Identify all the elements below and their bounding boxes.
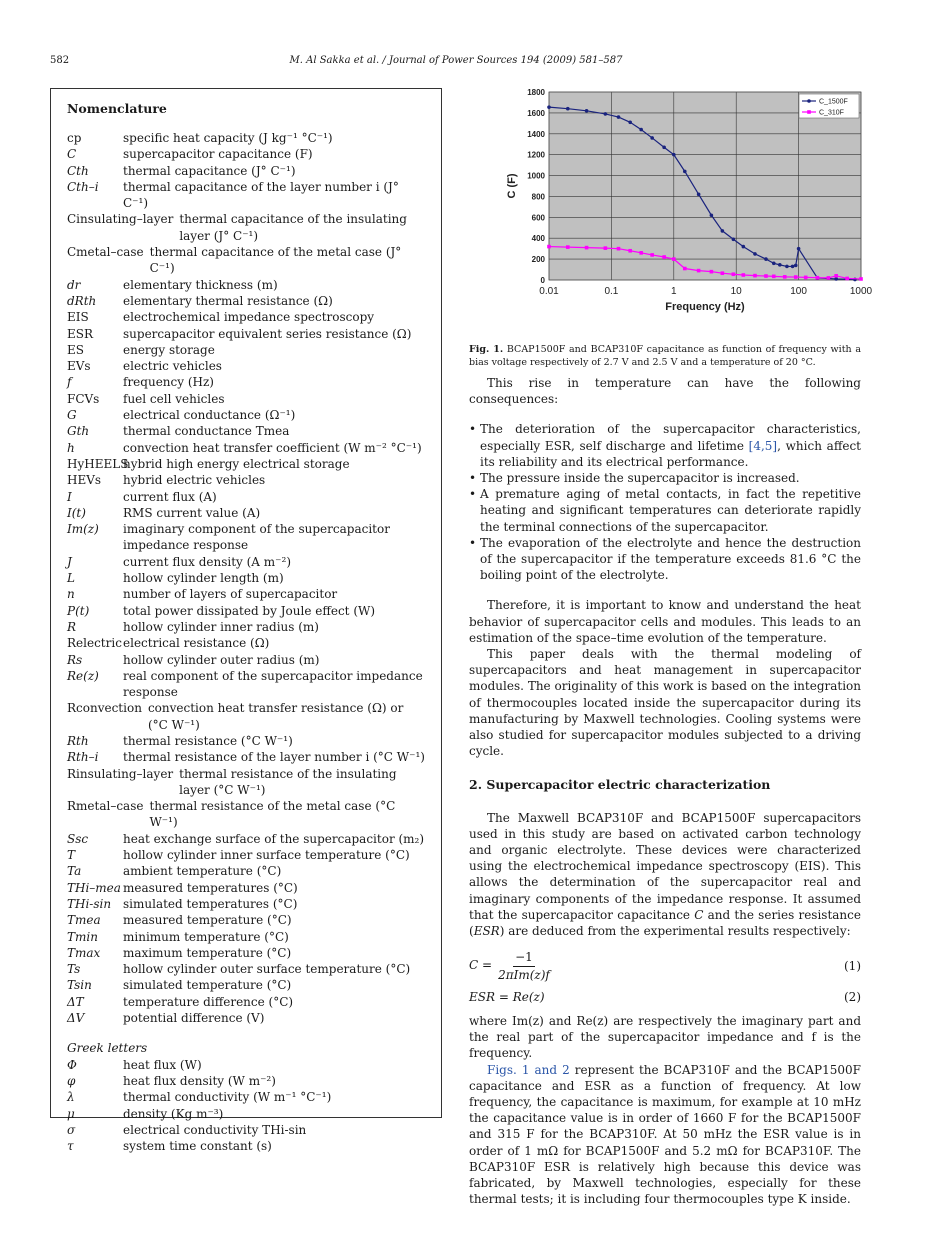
nomenclature-symbol: EIS — [67, 310, 89, 325]
nomenclature-definition: energy storage — [123, 342, 215, 357]
nomenclature-symbol: Rmetal–case — [67, 799, 144, 814]
nomenclature-symbol: I(t) — [67, 505, 86, 520]
nomenclature-row — [67, 945, 425, 961]
legend-marker — [807, 99, 811, 103]
nomenclature-definition: hybrid high energy electrical storage — [123, 456, 350, 471]
nomenclature-row — [67, 554, 425, 570]
nomenclature-definition: density (Kg m⁻³) — [123, 1106, 224, 1121]
data-point — [697, 193, 701, 197]
nomenclature-row — [67, 1138, 425, 1154]
nomenclature-symbol: THi-sin — [67, 896, 112, 911]
y-tick-label: 1800 — [527, 88, 545, 97]
x-tick-label: 1 — [671, 286, 677, 297]
nomenclature-definition: hybrid electric vehicles — [123, 473, 266, 488]
data-point — [753, 274, 757, 278]
nomenclature-row — [67, 668, 425, 701]
nomenclature-row — [67, 880, 425, 896]
nomenclature-definition: electrochemical impedance spectroscopy — [123, 310, 375, 325]
data-point — [845, 277, 849, 281]
equation-denominator: 2πIm(z)f — [498, 967, 550, 982]
nomenclature-definition: supercapacitor capacitance (F) — [123, 147, 313, 162]
consequences-list — [469, 421, 861, 583]
nomenclature-symbol: f — [67, 375, 72, 390]
section-title: 2. Supercapacitor electric characterization — [469, 777, 771, 793]
data-point — [859, 277, 863, 281]
nomenclature-row — [67, 423, 425, 439]
figure-caption — [469, 343, 861, 369]
nomenclature-definition: real component of the supercapacitor impedance response — [123, 668, 423, 700]
nomenclature-row — [67, 244, 425, 277]
equation-numerator: −1 — [513, 949, 535, 966]
paragraph-text: and the series resistance ( — [469, 907, 861, 939]
data-point — [772, 261, 776, 265]
data-point — [834, 274, 838, 278]
right-column — [469, 88, 873, 1207]
nomenclature-symbol: Φ — [67, 1057, 77, 1072]
data-point — [585, 246, 589, 250]
y-tick-label: 200 — [531, 255, 545, 265]
data-point — [628, 249, 632, 253]
intro-paragraph: This rise in temperature can have the following consequences: — [469, 376, 861, 407]
nomenclature-definition: thermal conductivity (W m⁻¹ °C⁻¹) — [123, 1090, 332, 1105]
nomenclature-definition: system time constant (s) — [123, 1139, 272, 1154]
data-point — [732, 237, 736, 241]
paragraph: This paper deals with the thermal modeling of supercapacitors and heat management in supercapacitor modules. The originality of this work is based on the integration of thermocouples located inside the supercapacitor during its manufacturing by Maxwell technologies. Cooling systems were also studied for supercapacitor modules subjected to a driving cycle. — [469, 647, 861, 759]
data-point — [683, 267, 687, 271]
nomenclature-definition: electrical conductivity THi-sin — [123, 1122, 307, 1137]
y-tick-label: 1600 — [527, 108, 545, 118]
nomenclature-row — [67, 831, 425, 847]
y-tick-label: 400 — [531, 234, 545, 244]
nomenclature-definition: electric vehicles — [123, 359, 222, 374]
nomenclature-definition: convection heat transfer coefficient (W m⁻² °C⁻¹) — [123, 440, 422, 455]
data-point — [566, 245, 570, 249]
nomenclature-symbol: THi–mea — [67, 880, 121, 895]
paragraph-text: The Maxwell BCAP310F and BCAP1500F supercapacitors used in this study are based on activated carbon technology and organic electrolyte. These devices were characterized using the electrochemical impedance spectroscopy (EIS). This allows the determination of the supercapacitor real and imaginary components of the impedance response. It assumed that the supercapacitor capacitance — [469, 810, 861, 922]
x-tick-label: 100 — [790, 286, 807, 297]
data-point — [566, 107, 570, 111]
nomenclature-definition: imaginary component of the supercapacitor impedance response — [123, 522, 390, 553]
nomenclature-row — [67, 293, 425, 309]
nomenclature-symbol: FCVs — [67, 391, 100, 406]
nomenclature-row — [67, 847, 425, 863]
nomenclature-row — [67, 1106, 425, 1122]
nomenclature-definition: measured temperatures (°C) — [123, 880, 298, 895]
x-tick-label: 1000 — [849, 286, 873, 297]
data-point — [794, 275, 798, 279]
nomenclature-definition: thermal capacitance of the metal case (J° C⁻¹) — [149, 245, 402, 276]
nomenclature-symbol: Im(z) — [67, 522, 99, 537]
nomenclature-definition: measured temperature (°C) — [123, 913, 292, 928]
figure-link[interactable]: Figs. 1 and 2 — [487, 1062, 570, 1077]
data-point — [585, 109, 589, 113]
nomenclature-symbol: ΔV — [67, 1011, 85, 1026]
nomenclature-row — [67, 977, 425, 993]
nomenclature-row — [67, 961, 425, 977]
y-axis-label: C (F) — [506, 173, 518, 199]
nomenclature-definition: thermal resistance of the metal case (°C W⁻¹) — [149, 799, 396, 830]
data-point — [547, 245, 551, 249]
caption-label: Fig. 1. — [469, 344, 504, 355]
nomenclature-symbol: cp — [67, 131, 82, 145]
nomenclature-symbol: Cmetal–case — [67, 245, 144, 260]
y-tick-label: 1400 — [527, 129, 545, 139]
nomenclature-definition: hollow cylinder inner surface temperature (°C) — [123, 848, 410, 863]
nomenclature-definition: heat flux density (W m⁻²) — [123, 1073, 276, 1088]
data-point — [604, 112, 608, 116]
nomenclature-symbol: dRth — [67, 293, 97, 308]
x-tick-label: 0.01 — [539, 286, 559, 297]
equation-lhs: C = — [469, 958, 493, 973]
y-tick-label: 0 — [540, 276, 545, 285]
equation-body: ESR = Re(z) — [469, 989, 545, 1004]
data-point — [816, 276, 820, 280]
nomenclature-row — [67, 1010, 425, 1026]
nomenclature-row — [67, 912, 425, 928]
nomenclature-row — [67, 489, 425, 505]
paragraph-text: ) are deduced from the experimental results respectively: — [499, 924, 851, 939]
nomenclature-row — [67, 146, 425, 162]
nomenclature-definition: hollow cylinder outer surface temperature (°C) — [123, 962, 411, 977]
nomenclature-definition: frequency (Hz) — [123, 375, 214, 390]
nomenclature-row — [67, 1089, 425, 1105]
data-point — [753, 252, 757, 256]
x-tick-label: 10 — [730, 286, 742, 297]
nomenclature-title: Nomenclature — [67, 101, 167, 116]
nomenclature-symbol: Tmea — [67, 913, 101, 928]
paragraph — [469, 1062, 861, 1208]
data-point — [804, 276, 808, 280]
data-point — [547, 105, 551, 109]
data-point — [742, 245, 746, 249]
nomenclature-symbol: n — [67, 587, 75, 602]
nomenclature-row — [67, 130, 425, 146]
nomenclature-row — [67, 407, 425, 423]
nomenclature-symbol: σ — [67, 1122, 76, 1137]
nomenclature-definition: hollow cylinder outer radius (m) — [123, 652, 320, 667]
nomenclature-symbol: ΔT — [67, 994, 84, 1009]
nomenclature-row — [67, 635, 425, 651]
nomenclature-definition: number of layers of supercapacitor — [123, 587, 338, 602]
nomenclature-row — [67, 1073, 425, 1089]
nomenclature-row — [67, 163, 425, 179]
x-axis-label: Frequency (Hz) — [665, 301, 745, 313]
page-number: 582 — [50, 55, 70, 66]
data-point — [764, 257, 768, 261]
nomenclature-symbol: μ — [67, 1106, 75, 1121]
paragraph: Therefore, it is important to know and understand the heat behavior of supercapacitor cells and modules. This leads to an estimation of the space–time evolution of the temperature. — [469, 598, 861, 645]
nomenclature-symbol: L — [67, 571, 75, 586]
nomenclature-definition: elementary thermal resistance (Ω) — [123, 293, 333, 308]
nomenclature-definition: hollow cylinder length (m) — [123, 571, 284, 586]
nomenclature-definition: thermal resistance of the insulating layer (°C W⁻¹) — [179, 766, 397, 797]
nomenclature-symbol: HEVs — [67, 473, 102, 488]
data-point — [721, 271, 725, 275]
nomenclature-row — [67, 342, 425, 358]
nomenclature-symbol: Rth — [67, 733, 89, 748]
list-item: • The evaporation of the electrolyte and hence the destruction of the supercapacitor if the temperature exceeds 81.6 °C the boiling point of the electrolyte. — [469, 535, 861, 584]
nomenclature-symbol: EVs — [67, 359, 91, 374]
nomenclature-row — [67, 896, 425, 912]
capacitance-chart — [501, 88, 873, 323]
equation-number: (1) — [844, 958, 861, 973]
nomenclature-row — [67, 749, 425, 765]
nomenclature-definition: heat exchange surface of the supercapacitor (m₂) — [123, 831, 425, 846]
data-point — [683, 170, 687, 174]
data-point — [783, 275, 787, 279]
data-point — [710, 213, 714, 217]
nomenclature-symbol: Ta — [67, 864, 82, 879]
data-point — [778, 263, 782, 267]
data-point — [764, 274, 768, 278]
data-point — [834, 277, 838, 281]
nomenclature-definition: thermal capacitance (J° C⁻¹) — [123, 163, 296, 178]
data-point — [732, 272, 736, 276]
nomenclature-definition: simulated temperatures (°C) — [123, 896, 298, 911]
nomenclature-row — [67, 994, 425, 1010]
data-point — [662, 146, 666, 150]
nomenclature-symbol: R — [67, 619, 77, 634]
nomenclature-definition: minimum temperature (°C) — [123, 929, 289, 944]
nomenclature-row — [67, 652, 425, 668]
nomenclature-definition: potential difference (V) — [123, 1011, 265, 1026]
data-point — [604, 246, 608, 250]
nomenclature-list — [67, 130, 425, 1026]
nomenclature-row — [67, 733, 425, 749]
nomenclature-symbol: φ — [67, 1073, 76, 1088]
nomenclature-row — [67, 521, 425, 554]
data-point — [628, 120, 632, 124]
nomenclature-symbol: T — [67, 848, 76, 863]
nomenclature-row — [67, 505, 425, 521]
legend-label: C_1500F — [819, 98, 848, 106]
y-tick-label: 1200 — [527, 150, 545, 160]
nomenclature-symbol: Rinsulating–layer — [67, 766, 174, 781]
nomenclature-symbol: Rconvection — [67, 701, 142, 716]
nomenclature-definition: thermal capacitance of the insulating layer (J° C⁻¹) — [179, 212, 407, 243]
nomenclature-row — [67, 358, 425, 374]
nomenclature-row — [67, 766, 425, 799]
nomenclature-symbol: ES — [67, 342, 84, 357]
nomenclature-definition: thermal capacitance of the layer number i (J° C⁻¹) — [123, 179, 399, 211]
equation-number: (2) — [844, 989, 861, 1004]
nomenclature-symbol: Relectric — [67, 636, 122, 651]
nomenclature-definition: convection heat transfer resistance (Ω) or (°C W⁻¹) — [147, 701, 404, 732]
nomenclature-definition: heat flux (W) — [123, 1057, 202, 1072]
nomenclature-row — [67, 570, 425, 586]
page-header — [50, 55, 862, 69]
nomenclature-definition: ambient temperature (°C) — [123, 864, 282, 879]
list-item: • A premature aging of metal contacts, in fact the repetitive heating and significant temperatures can deteriorate rapidly the terminal connections of the supercapacitor. — [469, 486, 861, 535]
greek-letters-title: Greek letters — [67, 1041, 148, 1056]
citation-link[interactable]: [4,5] — [748, 438, 778, 453]
nomenclature-symbol: P(t) — [67, 603, 90, 618]
nomenclature-row — [67, 1057, 425, 1073]
nomenclature-symbol: Cth–i — [67, 179, 99, 194]
nomenclature-symbol: h — [67, 440, 75, 455]
nomenclature-row — [67, 603, 425, 619]
nomenclature-row — [67, 1122, 425, 1138]
data-point — [617, 115, 621, 119]
nomenclature-row — [67, 391, 425, 407]
list-item — [469, 421, 861, 470]
nomenclature-symbol: Tsin — [67, 978, 92, 993]
paragraph — [469, 810, 861, 940]
nomenclature-row — [67, 211, 425, 244]
nomenclature-symbol: ESR — [67, 326, 94, 341]
nomenclature-definition: electrical conductance (Ω⁻¹) — [123, 408, 296, 423]
data-point — [617, 247, 621, 251]
nomenclature-symbol: λ — [67, 1090, 75, 1105]
nomenclature-definition: current flux density (A m⁻²) — [123, 554, 291, 569]
nomenclature-box — [50, 88, 442, 1154]
nomenclature-row — [67, 798, 425, 831]
nomenclature-symbol: G — [67, 408, 77, 423]
nomenclature-symbol: dr — [67, 277, 81, 292]
nomenclature-definition: specific heat capacity (J kg⁻¹ °C⁻¹) — [123, 131, 333, 145]
nomenclature-symbol: Tmax — [67, 945, 101, 960]
nomenclature-row — [67, 929, 425, 945]
y-tick-label: 600 — [531, 213, 545, 223]
data-point — [697, 269, 701, 273]
data-point — [650, 136, 654, 140]
nomenclature-definition: thermal resistance of the layer number i (°C W⁻¹) — [123, 750, 425, 765]
nomenclature-definition: hollow cylinder inner radius (m) — [123, 619, 319, 634]
nomenclature-definition: electrical resistance (Ω) — [123, 636, 270, 651]
data-point — [639, 128, 643, 132]
bullet-text: The deterioration of the supercapacitor characteristics, especially ESR, self discharge and lifetime — [480, 422, 861, 453]
bullet-text: , which affect its reliability and its electrical performance. — [480, 438, 861, 469]
greek-letters-list — [67, 1057, 425, 1155]
nomenclature-symbol: Gth — [67, 424, 90, 439]
symbol-esr: ESR — [473, 924, 500, 939]
nomenclature-definition: supercapacitor equivalent series resistance (Ω) — [123, 326, 412, 341]
data-point — [785, 265, 789, 269]
nomenclature-row — [67, 374, 425, 390]
nomenclature-row — [67, 440, 425, 456]
data-point — [797, 247, 801, 251]
nomenclature-row — [67, 456, 425, 472]
nomenclature-symbol: C — [67, 147, 77, 162]
nomenclature-symbol: Rs — [67, 652, 83, 667]
nomenclature-symbol: J — [67, 554, 72, 569]
equation-2 — [469, 989, 861, 1005]
nomenclature-definition: maximum temperature (°C) — [123, 945, 292, 960]
legend-label: C_310F — [819, 109, 844, 117]
nomenclature-row — [67, 863, 425, 879]
equation-1 — [469, 949, 861, 982]
nomenclature-definition: elementary thickness (m) — [123, 277, 278, 292]
data-point — [827, 276, 831, 280]
data-point — [650, 253, 654, 257]
nomenclature-definition: RMS current value (A) — [123, 505, 261, 520]
nomenclature-row — [67, 179, 425, 212]
data-point — [791, 265, 795, 269]
nomenclature-symbol: Cth — [67, 163, 89, 178]
caption-text: BCAP1500F and BCAP310F capacitance as function of frequency with a bias voltage respectively of 2.7 V and 2.5 V and a temperature of 20 °C. — [469, 344, 861, 368]
nomenclature-symbol: Re(z) — [67, 668, 99, 683]
nomenclature-row — [67, 619, 425, 635]
y-tick-label: 1000 — [527, 171, 545, 181]
nomenclature-row — [67, 472, 425, 488]
nomenclature-row — [67, 586, 425, 602]
data-point — [794, 264, 798, 268]
data-point — [772, 275, 776, 279]
nomenclature-definition: total power dissipated by Joule effect (W) — [123, 603, 376, 618]
symbol-c: C — [694, 907, 704, 922]
nomenclature-symbol: I — [67, 489, 72, 504]
nomenclature-symbol: Tmin — [67, 929, 98, 944]
data-point — [662, 255, 666, 259]
data-point — [742, 273, 746, 277]
x-tick-label: 0.1 — [604, 286, 619, 297]
nomenclature-row — [67, 326, 425, 342]
nomenclature-symbol: Ssc — [67, 831, 89, 846]
nomenclature-symbol: τ — [67, 1139, 74, 1154]
data-point — [710, 270, 714, 274]
plot-area — [549, 92, 861, 280]
nomenclature-definition: thermal conductance Tmea — [123, 424, 290, 439]
nomenclature-row — [67, 309, 425, 325]
paragraph-text: represent the BCAP310F and the BCAP1500F capacitance and ESR as a function of frequency. At low frequency, the capacitance is maximum, for example at 10 mHz the capacitance value is in order of 1660 F for the BCAP1500F and 315 F for the BCAP310F. At 50 mHz the ESR value is in order of 1 mΩ for BCAP1500F and 5.2 mΩ for BCAP310F. The BCAP310F ESR is relatively high because this device was fabricated, by Maxwell technologies, especially for these thermal tests; it is including four thermocouples type K inside. — [469, 1062, 861, 1207]
nomenclature-row — [67, 700, 425, 733]
nomenclature-symbol: Ts — [67, 962, 81, 977]
paragraph: where Im(z) and Re(z) are respectively the imaginary part and the real part of the supercapacitor impedance and f is the frequency. — [469, 1013, 861, 1061]
list-item: • The pressure inside the supercapacitor is increased. — [469, 470, 861, 486]
nomenclature-symbol: HyHEELS — [67, 456, 129, 471]
equation-fraction — [496, 949, 552, 982]
nomenclature-definition: temperature difference (°C) — [123, 994, 294, 1009]
y-tick-label: 800 — [531, 192, 545, 202]
data-point — [672, 153, 676, 157]
data-point — [672, 257, 676, 261]
running-title: M. Al Sakka et al. / Journal of Power Sources 194 (2009) 581–587 — [289, 55, 623, 66]
nomenclature-definition: fuel cell vehicles — [123, 391, 225, 406]
nomenclature-symbol: Cinsulating–layer — [67, 212, 174, 227]
legend-marker — [807, 110, 811, 114]
data-point — [639, 251, 643, 255]
nomenclature-definition: current flux (A) — [123, 489, 217, 504]
nomenclature-definition: thermal resistance (°C W⁻¹) — [123, 733, 293, 748]
nomenclature-row — [67, 277, 425, 293]
data-point — [721, 229, 725, 233]
nomenclature-symbol: Rth–i — [67, 750, 99, 765]
nomenclature-definition: simulated temperature (°C) — [123, 978, 292, 993]
